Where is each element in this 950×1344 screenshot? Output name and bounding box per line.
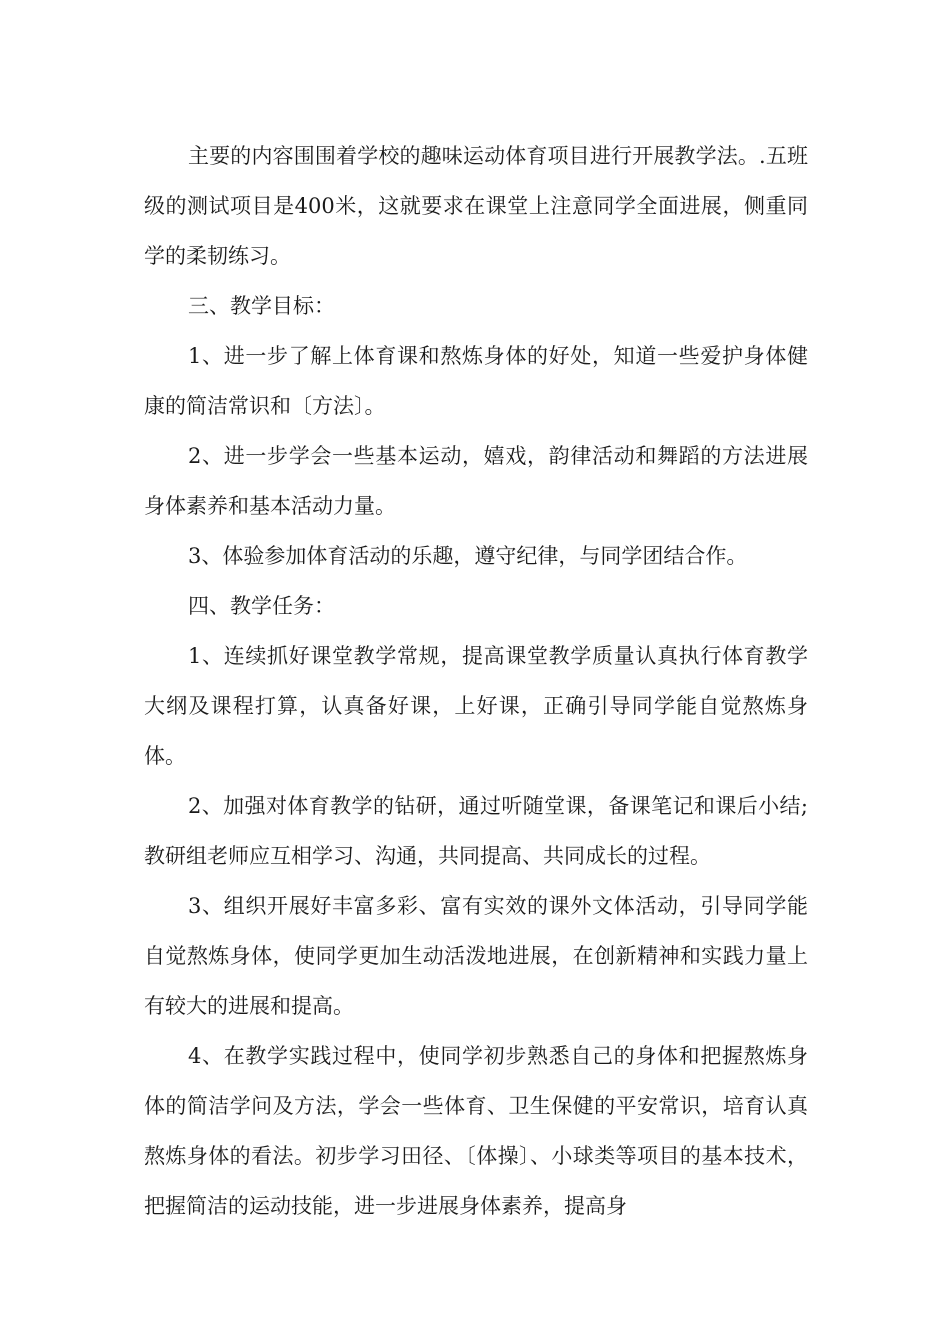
document-body	[144, 131, 808, 1231]
goal-item-1: 1、进一步了解上体育课和熬炼身体的好处，知道一些爱护身体健康的简洁常识和〔方法〕。	[144, 344, 808, 418]
task-item-1: 1、连续抓好课堂教学常规，提高课堂教学质量认真执行体育教学大纲及课程打算，认真备好课，上好课，正确引导同学能自觉熬炼身体。	[144, 644, 808, 768]
paragraph-intro: 主要的内容围围着学校的趣味运动体育项目进行开展教学法。.五班级的测试项目是400米，这就要求在课堂上注意同学全面进展，侧重同学的柔韧练习。	[144, 144, 808, 268]
heading-teaching-goals: 三、教学目标：	[188, 294, 335, 318]
task-item-2: 2、加强对体育教学的钻研，通过听随堂课，备课笔记和课后小结;教研组老师应互相学习、沟通，共同提高、共同成长的过程。	[144, 794, 808, 868]
task-item-3: 3、组织开展好丰富多彩、富有实效的课外文体活动，引导同学能自觉熬炼身体，使同学更加生动活泼地进展，在创新精神和实践力量上有较大的进展和提高。	[144, 894, 808, 1018]
task-item-4: 4、在教学实践过程中，使同学初步熟悉自己的身体和把握熬炼身体的简洁学问及方法，学会一些体育、卫生保健的平安常识，培育认真熬炼身体的看法。初步学习田径、〔体操〕、小球类等项目的基本技术，把握简洁的运动技能，进一步进展身体素养，提高身	[144, 1044, 808, 1218]
goal-item-3: 3、体验参加体育活动的乐趣，遵守纪律，与同学团结合作。	[188, 544, 748, 568]
heading-teaching-tasks: 四、教学任务：	[188, 594, 335, 618]
goal-item-2: 2、进一步学会一些基本运动，嬉戏，韵律活动和舞蹈的方法进展身体素养和基本活动力量。	[144, 444, 808, 518]
